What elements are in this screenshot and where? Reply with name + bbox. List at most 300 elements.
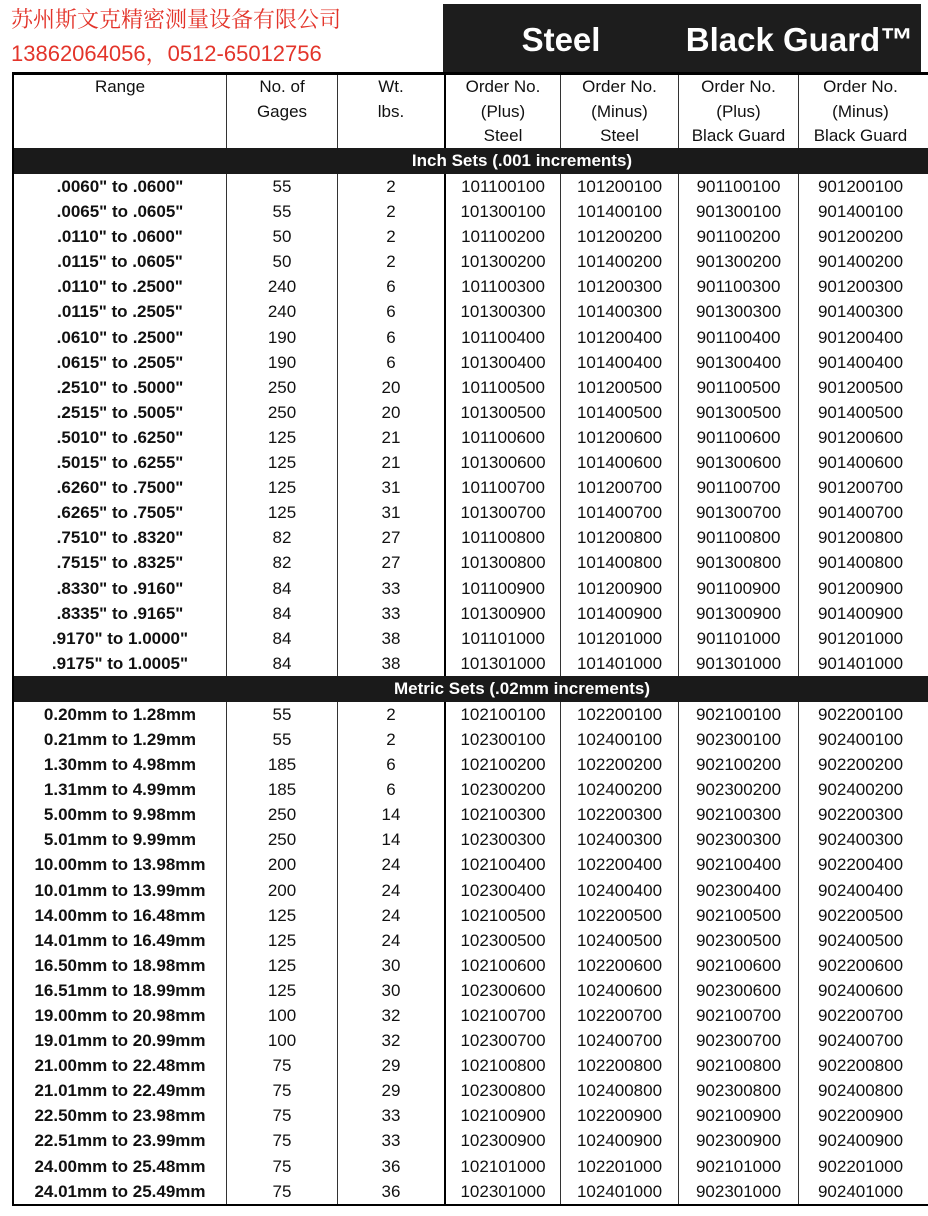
order-plus-black-guard-cell: 901100700	[678, 475, 798, 500]
order-minus-steel-cell: 101400200	[560, 249, 678, 274]
order-plus-black-guard-cell: 901300900	[678, 601, 798, 626]
table-row	[14, 1128, 922, 1153]
range-cell: 14.00mm to 16.48mm	[34, 905, 206, 925]
order-minus-steel-cell: 101200500	[560, 375, 678, 400]
column-header-order-minus-steel	[560, 75, 678, 148]
gages-cell: 84	[226, 626, 337, 651]
table-row	[14, 249, 922, 274]
order-plus-steel-cell: 101300500	[444, 400, 560, 425]
weight-cell: 29	[337, 1078, 444, 1103]
weight-cell: 2	[337, 174, 444, 199]
column-header-line: Order No.	[823, 77, 898, 96]
table-row	[14, 299, 922, 324]
range-cell: .7510" to .8320"	[56, 528, 184, 548]
order-plus-black-guard-cell: 901100600	[678, 425, 798, 450]
order-plus-steel-cell: 102300300	[444, 827, 560, 852]
gages-cell: 75	[226, 1154, 337, 1179]
order-plus-steel-cell: 101300900	[444, 601, 560, 626]
gages-cell: 185	[226, 777, 337, 802]
gages-cell: 82	[226, 525, 337, 550]
gages-cell: 75	[226, 1179, 337, 1204]
gages-cell: 250	[226, 400, 337, 425]
range-cell: 0.21mm to 1.29mm	[43, 729, 197, 749]
order-plus-steel-cell: 101100400	[444, 325, 560, 350]
table-row	[14, 903, 922, 928]
order-plus-black-guard-cell: 902301000	[678, 1179, 798, 1204]
table-row	[14, 475, 922, 500]
weight-cell: 27	[337, 525, 444, 550]
gages-cell: 100	[226, 1003, 337, 1028]
column-header-line: (Plus)	[480, 101, 526, 121]
order-minus-black-guard-cell: 901400900	[798, 601, 922, 626]
order-minus-steel-cell: 102200900	[560, 1103, 678, 1128]
weight-cell: 38	[337, 626, 444, 651]
table-row	[14, 1003, 922, 1028]
order-plus-steel-cell: 102100800	[444, 1053, 560, 1078]
range-cell: .6260" to .7500"	[56, 478, 184, 498]
order-plus-black-guard-cell: 902100400	[678, 852, 798, 877]
range-cell: 22.51mm to 23.99mm	[34, 1131, 206, 1151]
gages-cell: 200	[226, 852, 337, 877]
order-minus-black-guard-cell: 902200200	[798, 752, 922, 777]
order-minus-black-guard-cell: 901200100	[798, 174, 922, 199]
table-row	[14, 1053, 922, 1078]
order-minus-steel-cell: 101400900	[560, 601, 678, 626]
order-plus-steel-cell: 102300600	[444, 978, 560, 1003]
order-plus-steel-cell: 101100800	[444, 525, 560, 550]
order-minus-steel-cell: 102200300	[560, 802, 678, 827]
order-minus-steel-cell: 102200200	[560, 752, 678, 777]
order-minus-black-guard-cell: 901200600	[798, 425, 922, 450]
order-plus-steel-cell: 101300700	[444, 500, 560, 525]
column-header-line: No. of	[259, 77, 305, 96]
gages-cell: 250	[226, 802, 337, 827]
gages-cell: 55	[226, 199, 337, 224]
order-minus-steel-cell: 102201000	[560, 1154, 678, 1179]
order-minus-steel-cell: 102400500	[560, 928, 678, 953]
order-plus-steel-cell: 101100500	[444, 375, 560, 400]
weight-cell: 33	[337, 576, 444, 601]
order-minus-black-guard-cell: 901400700	[798, 500, 922, 525]
range-cell: .0065" to .0605"	[56, 202, 184, 222]
weight-cell: 24	[337, 852, 444, 877]
gages-cell: 50	[226, 224, 337, 249]
order-minus-steel-cell: 102200400	[560, 852, 678, 877]
table-row	[14, 550, 922, 575]
order-plus-black-guard-cell: 901300100	[678, 199, 798, 224]
order-minus-black-guard-cell: 902200800	[798, 1053, 922, 1078]
order-minus-black-guard-cell: 902400600	[798, 978, 922, 1003]
weight-cell: 30	[337, 953, 444, 978]
weight-cell: 27	[337, 550, 444, 575]
column-header-line: Wt.	[378, 77, 404, 96]
order-plus-steel-cell: 101300200	[444, 249, 560, 274]
weight-cell: 21	[337, 450, 444, 475]
order-minus-black-guard-cell: 901201000	[798, 626, 922, 651]
gages-cell: 55	[226, 702, 337, 727]
weight-cell: 6	[337, 752, 444, 777]
weight-cell: 24	[337, 903, 444, 928]
gages-cell: 200	[226, 878, 337, 903]
table-row	[14, 576, 922, 601]
order-minus-black-guard-cell: 901400100	[798, 199, 922, 224]
order-plus-black-guard-cell: 901100400	[678, 325, 798, 350]
order-minus-black-guard-cell: 902400100	[798, 727, 922, 752]
gages-cell: 75	[226, 1103, 337, 1128]
order-plus-black-guard-cell: 902300200	[678, 777, 798, 802]
range-cell: .8330" to .9160"	[56, 578, 184, 598]
range-cell: 19.00mm to 20.98mm	[34, 1006, 206, 1025]
column-header-line: Gages	[256, 101, 308, 121]
range-cell: .6265" to .7505"	[56, 503, 184, 523]
weight-cell: 6	[337, 299, 444, 324]
gages-cell: 75	[226, 1078, 337, 1103]
range-cell: .0110" to .0600"	[57, 227, 183, 247]
range-cell: 14.01mm to 16.49mm	[34, 930, 206, 950]
order-minus-black-guard-cell: 902400700	[798, 1028, 922, 1053]
order-plus-steel-cell: 101100100	[444, 174, 560, 199]
order-plus-black-guard-cell: 902300500	[678, 928, 798, 953]
order-minus-steel-cell: 102200600	[560, 953, 678, 978]
order-plus-steel-cell: 101101000	[444, 626, 560, 651]
table-row	[14, 702, 922, 727]
order-minus-black-guard-cell: 902200900	[798, 1103, 922, 1128]
weight-cell: 14	[337, 827, 444, 852]
order-plus-black-guard-cell: 902100100	[678, 702, 798, 727]
gages-cell: 185	[226, 752, 337, 777]
order-minus-steel-cell: 101400300	[560, 299, 678, 324]
weight-cell: 6	[337, 777, 444, 802]
order-minus-black-guard-cell: 902400500	[798, 928, 922, 953]
range-cell: .0110" to .2500"	[57, 277, 183, 297]
range-cell: .8335" to .9165"	[56, 603, 184, 623]
range-cell: 16.51mm to 18.99mm	[34, 980, 206, 1000]
table-header	[14, 75, 922, 148]
order-minus-steel-cell: 101400400	[560, 350, 678, 375]
order-minus-steel-cell: 102400900	[560, 1128, 678, 1153]
order-minus-steel-cell: 102200700	[560, 1003, 678, 1028]
order-minus-steel-cell: 101201000	[560, 626, 678, 651]
range-cell: .0615" to .2505"	[56, 352, 184, 372]
order-plus-black-guard-cell: 901100800	[678, 525, 798, 550]
order-minus-steel-cell: 102400800	[560, 1078, 678, 1103]
weight-cell: 6	[337, 350, 444, 375]
weight-cell: 6	[337, 325, 444, 350]
column-header-order-minus-black-guard	[798, 75, 922, 148]
order-minus-steel-cell: 101200200	[560, 224, 678, 249]
range-cell: 24.00mm to 25.48mm	[34, 1156, 206, 1176]
order-minus-black-guard-cell: 902400200	[798, 777, 922, 802]
range-cell: 10.00mm to 13.98mm	[34, 855, 206, 875]
range-cell: 22.50mm to 23.98mm	[34, 1106, 206, 1126]
order-minus-black-guard-cell: 902200600	[798, 953, 922, 978]
order-plus-steel-cell: 102100500	[444, 903, 560, 928]
order-minus-steel-cell: 101200900	[560, 576, 678, 601]
weight-cell: 21	[337, 425, 444, 450]
order-minus-black-guard-cell: 901400500	[798, 400, 922, 425]
order-minus-black-guard-cell: 902400900	[798, 1128, 922, 1153]
gages-cell: 84	[226, 601, 337, 626]
order-plus-black-guard-cell: 902100600	[678, 953, 798, 978]
range-cell: .7515" to .8325"	[56, 553, 184, 573]
section-title-bar: Inch Sets (.001 increments)	[14, 148, 928, 174]
gages-cell: 84	[226, 651, 337, 676]
column-header-line: Black Guard	[813, 126, 908, 145]
column-header-line: Steel	[600, 126, 639, 145]
column-header-line: Order No.	[582, 77, 657, 96]
gages-cell: 240	[226, 299, 337, 324]
weight-cell: 36	[337, 1179, 444, 1204]
order-minus-black-guard-cell: 901401000	[798, 651, 922, 676]
range-cell: .5015" to .6255"	[56, 453, 184, 473]
table-row	[14, 852, 922, 877]
weight-cell: 24	[337, 878, 444, 903]
weight-cell: 32	[337, 1028, 444, 1053]
weight-cell: 31	[337, 475, 444, 500]
gages-cell: 240	[226, 274, 337, 299]
gages-cell: 250	[226, 375, 337, 400]
title-steel: Steel	[521, 21, 601, 58]
product-title-banner	[443, 4, 921, 72]
range-cell: .0610" to .2500"	[56, 327, 184, 347]
range-cell: 19.01mm to 20.99mm	[34, 1031, 206, 1051]
order-plus-black-guard-cell: 901100500	[678, 375, 798, 400]
weight-cell: 2	[337, 199, 444, 224]
gages-cell: 125	[226, 500, 337, 525]
weight-cell: 33	[337, 601, 444, 626]
order-minus-black-guard-cell: 901400400	[798, 350, 922, 375]
range-cell: .9175" to 1.0005"	[51, 653, 189, 673]
gages-cell: 50	[226, 249, 337, 274]
section-title-bar: Metric Sets (.02mm increments)	[14, 676, 928, 702]
weight-cell: 33	[337, 1128, 444, 1153]
order-minus-black-guard-cell: 902200300	[798, 802, 922, 827]
order-minus-steel-cell: 102200500	[560, 903, 678, 928]
order-plus-steel-cell: 101100700	[444, 475, 560, 500]
order-plus-steel-cell: 101300800	[444, 550, 560, 575]
table-row	[14, 651, 922, 676]
table-row	[14, 450, 922, 475]
range-cell: 1.31mm to 4.99mm	[43, 780, 197, 800]
table-row	[14, 827, 922, 852]
table-row	[14, 1028, 922, 1053]
table-row	[14, 525, 922, 550]
order-plus-black-guard-cell: 902300900	[678, 1128, 798, 1153]
weight-cell: 20	[337, 375, 444, 400]
order-minus-black-guard-cell: 901200400	[798, 325, 922, 350]
order-plus-black-guard-cell: 901300300	[678, 299, 798, 324]
range-cell: 10.01mm to 13.99mm	[34, 880, 206, 900]
order-plus-black-guard-cell: 901100900	[678, 576, 798, 601]
company-header	[11, 3, 431, 71]
order-plus-steel-cell: 101300400	[444, 350, 560, 375]
gages-cell: 125	[226, 475, 337, 500]
order-minus-black-guard-cell: 901200700	[798, 475, 922, 500]
order-plus-black-guard-cell: 902300600	[678, 978, 798, 1003]
order-minus-black-guard-cell: 901200200	[798, 224, 922, 249]
order-plus-steel-cell: 101300300	[444, 299, 560, 324]
order-plus-steel-cell: 101100200	[444, 224, 560, 249]
order-minus-steel-cell: 101400600	[560, 450, 678, 475]
table-row	[14, 953, 922, 978]
column-header-range	[14, 75, 226, 148]
order-minus-black-guard-cell: 902200400	[798, 852, 922, 877]
table-row	[14, 224, 922, 249]
table-row	[14, 777, 922, 802]
column-header-line: (Minus)	[832, 101, 889, 121]
order-minus-black-guard-cell: 901400300	[798, 299, 922, 324]
table-row	[14, 425, 922, 450]
order-minus-steel-cell: 102400100	[560, 727, 678, 752]
range-cell: .5010" to .6250"	[56, 427, 184, 447]
gages-cell: 190	[226, 325, 337, 350]
table-row	[14, 400, 922, 425]
table-row	[14, 1179, 922, 1204]
order-plus-black-guard-cell: 902100700	[678, 1003, 798, 1028]
column-header-weight	[337, 75, 444, 148]
order-plus-black-guard-cell: 901100300	[678, 274, 798, 299]
gages-cell: 125	[226, 953, 337, 978]
table-row	[14, 978, 922, 1003]
column-header-line: Order No.	[465, 77, 541, 96]
order-plus-black-guard-cell: 901301000	[678, 651, 798, 676]
order-minus-black-guard-cell: 901200900	[798, 576, 922, 601]
range-cell: .0115" to .0605"	[57, 252, 183, 272]
table-row	[14, 325, 922, 350]
weight-cell: 30	[337, 978, 444, 1003]
gages-cell: 190	[226, 350, 337, 375]
order-plus-steel-cell: 102100100	[444, 702, 560, 727]
table-row	[14, 500, 922, 525]
order-plus-black-guard-cell: 902100300	[678, 802, 798, 827]
order-minus-steel-cell: 101200600	[560, 425, 678, 450]
gages-cell: 84	[226, 576, 337, 601]
order-plus-steel-cell: 102301000	[444, 1179, 560, 1204]
column-header-line: (Plus)	[716, 101, 761, 121]
order-minus-steel-cell: 101200800	[560, 525, 678, 550]
table-row	[14, 174, 922, 199]
table-row	[14, 1078, 922, 1103]
weight-cell: 38	[337, 651, 444, 676]
order-minus-steel-cell: 102400400	[560, 878, 678, 903]
order-plus-steel-cell: 102101000	[444, 1154, 560, 1179]
order-plus-steel-cell: 102300100	[444, 727, 560, 752]
range-cell: .9170" to 1.0000"	[51, 628, 189, 648]
order-plus-steel-cell: 102100700	[444, 1003, 560, 1028]
order-minus-black-guard-cell: 902200500	[798, 903, 922, 928]
order-plus-black-guard-cell: 901300400	[678, 350, 798, 375]
order-minus-black-guard-cell: 901400600	[798, 450, 922, 475]
order-plus-black-guard-cell: 901101000	[678, 626, 798, 651]
range-cell: 5.01mm to 9.99mm	[43, 830, 197, 850]
order-plus-steel-cell: 101100600	[444, 425, 560, 450]
order-plus-steel-cell: 101100300	[444, 274, 560, 299]
column-header-line: Steel	[483, 126, 523, 145]
order-plus-steel-cell: 102100600	[444, 953, 560, 978]
order-minus-steel-cell: 102400700	[560, 1028, 678, 1053]
weight-cell: 2	[337, 702, 444, 727]
order-minus-steel-cell: 102400600	[560, 978, 678, 1003]
weight-cell: 33	[337, 1103, 444, 1128]
order-minus-black-guard-cell: 901200800	[798, 525, 922, 550]
order-plus-steel-cell: 102300900	[444, 1128, 560, 1153]
order-minus-black-guard-cell: 902200100	[798, 702, 922, 727]
range-cell: 24.01mm to 25.49mm	[34, 1181, 206, 1201]
column-header-order-plus-steel	[444, 75, 560, 148]
table-row	[14, 350, 922, 375]
range-cell: .2510" to .5000"	[56, 377, 184, 397]
column-header-line: Order No.	[701, 77, 776, 96]
order-plus-black-guard-cell: 901300500	[678, 400, 798, 425]
order-plus-black-guard-cell: 901300700	[678, 500, 798, 525]
order-plus-steel-cell: 102100400	[444, 852, 560, 877]
order-plus-steel-cell: 102300700	[444, 1028, 560, 1053]
column-header-order-plus-black-guard	[678, 75, 798, 148]
order-plus-black-guard-cell: 902300800	[678, 1078, 798, 1103]
order-minus-steel-cell: 102400200	[560, 777, 678, 802]
table-row	[14, 928, 922, 953]
column-header-line: lbs.	[377, 101, 405, 121]
order-plus-black-guard-cell: 902100500	[678, 903, 798, 928]
order-plus-steel-cell: 102300800	[444, 1078, 560, 1103]
order-plus-black-guard-cell: 902101000	[678, 1154, 798, 1179]
gage-set-table	[12, 75, 928, 1206]
order-minus-steel-cell: 102200100	[560, 702, 678, 727]
weight-cell: 14	[337, 802, 444, 827]
company-phone-numbers: 13862064056，0512-65012756	[11, 41, 322, 66]
order-minus-black-guard-cell: 902200700	[798, 1003, 922, 1028]
order-minus-black-guard-cell: 902201000	[798, 1154, 922, 1179]
column-header-line: (Minus)	[591, 101, 648, 121]
gages-cell: 100	[226, 1028, 337, 1053]
order-plus-steel-cell: 101300600	[444, 450, 560, 475]
order-plus-black-guard-cell: 902300100	[678, 727, 798, 752]
gages-cell: 125	[226, 928, 337, 953]
company-name: 苏州斯文克精密测量设备有限公司	[11, 7, 342, 32]
order-plus-steel-cell: 102100900	[444, 1103, 560, 1128]
order-minus-steel-cell: 102200800	[560, 1053, 678, 1078]
order-plus-steel-cell: 101300100	[444, 199, 560, 224]
order-minus-steel-cell: 101401000	[560, 651, 678, 676]
weight-cell: 6	[337, 274, 444, 299]
order-minus-black-guard-cell: 901400200	[798, 249, 922, 274]
gages-cell: 125	[226, 903, 337, 928]
order-plus-black-guard-cell: 901100100	[678, 174, 798, 199]
weight-cell: 32	[337, 1003, 444, 1028]
range-cell: .0115" to .2505"	[57, 302, 183, 322]
range-cell: 5.00mm to 9.98mm	[43, 805, 197, 825]
range-cell: 1.30mm to 4.98mm	[43, 755, 197, 775]
weight-cell: 2	[337, 727, 444, 752]
table-row	[14, 375, 922, 400]
weight-cell: 20	[337, 400, 444, 425]
gages-cell: 55	[226, 727, 337, 752]
order-minus-black-guard-cell: 901200500	[798, 375, 922, 400]
gages-cell: 75	[226, 1128, 337, 1153]
range-cell: .0060" to .0600"	[56, 177, 184, 196]
order-minus-black-guard-cell: 902400800	[798, 1078, 922, 1103]
gages-cell: 125	[226, 978, 337, 1003]
weight-cell: 2	[337, 224, 444, 249]
table-row	[14, 1154, 922, 1179]
weight-cell: 36	[337, 1154, 444, 1179]
table-row	[14, 802, 922, 827]
column-header-line: Range	[94, 77, 146, 96]
weight-cell: 31	[337, 500, 444, 525]
order-minus-steel-cell: 101200300	[560, 274, 678, 299]
order-minus-steel-cell: 101200700	[560, 475, 678, 500]
order-minus-steel-cell: 101400800	[560, 550, 678, 575]
